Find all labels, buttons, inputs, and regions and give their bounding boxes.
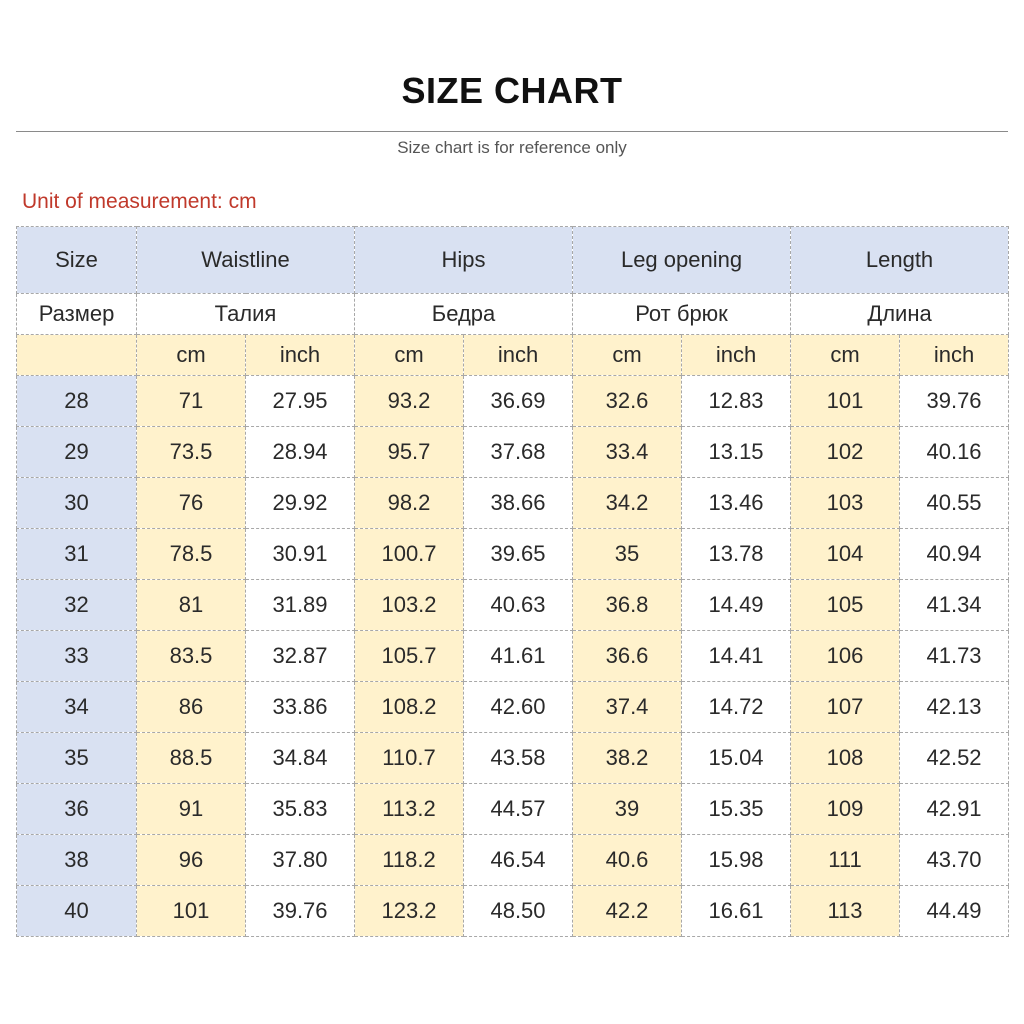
waistline-cm-cell: 91 [137,784,246,835]
hips-inch-cell: 38.66 [464,478,573,529]
leg-opening-inch-cell: 14.41 [682,631,791,682]
unit-inch-hips: inch [464,335,573,376]
unit-inch-leg-opening: inch [682,335,791,376]
unit-blank-cell [17,335,137,376]
hips-inch-cell: 41.61 [464,631,573,682]
length-inch-cell: 41.34 [900,580,1009,631]
size-cell: 32 [17,580,137,631]
hips-cm-cell: 108.2 [355,682,464,733]
waistline-cm-cell: 86 [137,682,246,733]
waistline-inch-cell: 34.84 [246,733,355,784]
unit-note: Unit of measurement: cm [22,190,257,213]
unit-row [17,335,1009,376]
header-hips-ru: Бедра [355,294,573,335]
size-cell: 38 [17,835,137,886]
size-cell: 35 [17,733,137,784]
waistline-cm-cell: 73.5 [137,427,246,478]
table-row [17,784,1009,835]
waistline-cm-cell: 81 [137,580,246,631]
leg-opening-cm-cell: 33.4 [573,427,682,478]
hips-inch-cell: 37.68 [464,427,573,478]
hips-inch-cell: 39.65 [464,529,573,580]
leg-opening-inch-cell: 13.15 [682,427,791,478]
leg-opening-inch-cell: 13.78 [682,529,791,580]
leg-opening-inch-cell: 15.35 [682,784,791,835]
hips-cm-cell: 123.2 [355,886,464,937]
waistline-inch-cell: 32.87 [246,631,355,682]
size-cell: 36 [17,784,137,835]
table-row [17,529,1009,580]
hips-cm-cell: 98.2 [355,478,464,529]
length-inch-cell: 42.52 [900,733,1009,784]
hips-cm-cell: 93.2 [355,376,464,427]
waistline-cm-cell: 71 [137,376,246,427]
header-waistline-ru: Талия [137,294,355,335]
unit-cm-leg-opening: cm [573,335,682,376]
leg-opening-inch-cell: 16.61 [682,886,791,937]
length-cm-cell: 102 [791,427,900,478]
length-cm-cell: 108 [791,733,900,784]
length-cm-cell: 106 [791,631,900,682]
leg-opening-cm-cell: 37.4 [573,682,682,733]
waistline-inch-cell: 30.91 [246,529,355,580]
size-cell: 28 [17,376,137,427]
waistline-cm-cell: 83.5 [137,631,246,682]
hips-cm-cell: 95.7 [355,427,464,478]
hips-cm-cell: 110.7 [355,733,464,784]
unit-cm-hips: cm [355,335,464,376]
unit-inch-waistline: inch [246,335,355,376]
leg-opening-cm-cell: 36.8 [573,580,682,631]
header-waistline: Waistline [137,227,355,294]
hips-inch-cell: 42.60 [464,682,573,733]
leg-opening-inch-cell: 12.83 [682,376,791,427]
length-cm-cell: 111 [791,835,900,886]
waistline-inch-cell: 31.89 [246,580,355,631]
size-rows [17,376,1009,937]
table-row [17,733,1009,784]
hips-inch-cell: 43.58 [464,733,573,784]
unit-cm-waistline: cm [137,335,246,376]
table-row [17,427,1009,478]
waistline-inch-cell: 39.76 [246,886,355,937]
waistline-inch-cell: 29.92 [246,478,355,529]
leg-opening-inch-cell: 15.98 [682,835,791,886]
header-size-ru: Размер [17,294,137,335]
unit-inch-length: inch [900,335,1009,376]
leg-opening-cm-cell: 32.6 [573,376,682,427]
leg-opening-cm-cell: 39 [573,784,682,835]
size-cell: 31 [17,529,137,580]
waistline-cm-cell: 96 [137,835,246,886]
length-inch-cell: 40.94 [900,529,1009,580]
length-inch-cell: 40.16 [900,427,1009,478]
subtitle: Size chart is for reference only [397,138,627,157]
length-cm-cell: 113 [791,886,900,937]
length-inch-cell: 40.55 [900,478,1009,529]
size-cell: 29 [17,427,137,478]
header-leg-opening-ru: Рот брюк [573,294,791,335]
waistline-inch-cell: 37.80 [246,835,355,886]
size-cell: 34 [17,682,137,733]
leg-opening-cm-cell: 38.2 [573,733,682,784]
hips-inch-cell: 40.63 [464,580,573,631]
table-row [17,886,1009,937]
hips-inch-cell: 36.69 [464,376,573,427]
hips-inch-cell: 44.57 [464,784,573,835]
waistline-cm-cell: 78.5 [137,529,246,580]
header-length-ru: Длина [791,294,1009,335]
header-length: Length [791,227,1009,294]
size-cell: 33 [17,631,137,682]
leg-opening-cm-cell: 42.2 [573,886,682,937]
length-cm-cell: 101 [791,376,900,427]
waistline-cm-cell: 101 [137,886,246,937]
table-row [17,376,1009,427]
size-chart-table [16,226,1009,937]
hips-cm-cell: 100.7 [355,529,464,580]
leg-opening-cm-cell: 34.2 [573,478,682,529]
table-row [17,631,1009,682]
length-cm-cell: 104 [791,529,900,580]
hips-cm-cell: 103.2 [355,580,464,631]
length-cm-cell: 107 [791,682,900,733]
header-size: Size [17,227,137,294]
waistline-inch-cell: 33.86 [246,682,355,733]
length-inch-cell: 42.91 [900,784,1009,835]
table-row [17,580,1009,631]
length-inch-cell: 42.13 [900,682,1009,733]
table-row [17,478,1009,529]
length-inch-cell: 41.73 [900,631,1009,682]
header-leg-opening: Leg opening [573,227,791,294]
leg-opening-inch-cell: 14.72 [682,682,791,733]
leg-opening-cm-cell: 35 [573,529,682,580]
header-row-russian [17,294,1009,335]
leg-opening-cm-cell: 36.6 [573,631,682,682]
length-inch-cell: 39.76 [900,376,1009,427]
leg-opening-inch-cell: 15.04 [682,733,791,784]
table-row [17,835,1009,886]
unit-cm-length: cm [791,335,900,376]
header-row-english [17,227,1009,294]
waistline-inch-cell: 35.83 [246,784,355,835]
hips-cm-cell: 113.2 [355,784,464,835]
title-divider [16,131,1008,132]
size-cell: 30 [17,478,137,529]
leg-opening-inch-cell: 14.49 [682,580,791,631]
leg-opening-inch-cell: 13.46 [682,478,791,529]
length-cm-cell: 103 [791,478,900,529]
length-inch-cell: 43.70 [900,835,1009,886]
header-hips: Hips [355,227,573,294]
hips-inch-cell: 46.54 [464,835,573,886]
hips-inch-cell: 48.50 [464,886,573,937]
waistline-inch-cell: 27.95 [246,376,355,427]
table-row [17,682,1009,733]
waistline-inch-cell: 28.94 [246,427,355,478]
waistline-cm-cell: 88.5 [137,733,246,784]
waistline-cm-cell: 76 [137,478,246,529]
hips-cm-cell: 105.7 [355,631,464,682]
hips-cm-cell: 118.2 [355,835,464,886]
page-title: SIZE CHART [401,70,623,111]
length-cm-cell: 105 [791,580,900,631]
size-cell: 40 [17,886,137,937]
leg-opening-cm-cell: 40.6 [573,835,682,886]
length-cm-cell: 109 [791,784,900,835]
length-inch-cell: 44.49 [900,886,1009,937]
